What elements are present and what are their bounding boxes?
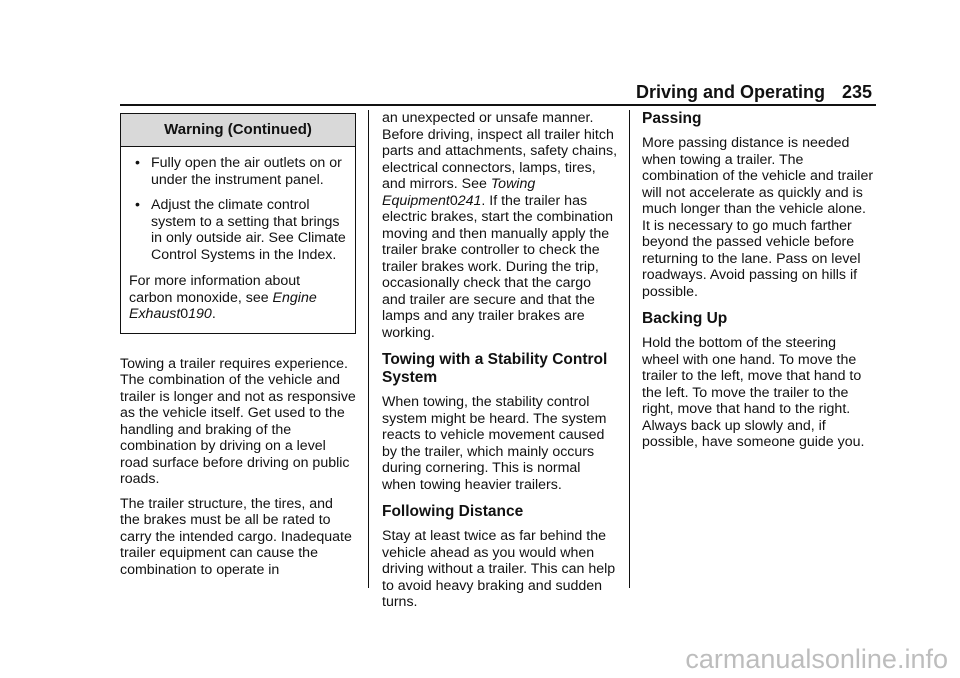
engine-exhaust-link[interactable]: Engine Exhaust (129, 289, 317, 322)
page-ref-icon: 0 (449, 192, 458, 209)
section-title: Driving and Operating (636, 82, 826, 102)
heading-stability-control: Towing with a Stability Control System (382, 351, 608, 386)
warning-bullet-text: Adjust the climate control system to a setting that brings in only outside air. See Climate Control Systems in the Index. (151, 197, 346, 263)
heading-passing: Passing (642, 110, 702, 127)
bullet-dot-icon: • (135, 155, 140, 171)
warning-bullet-text: Fully open the air outlets on or under the instrument panel. (151, 155, 342, 188)
towing-equipment-page-ref[interactable]: 241 (457, 192, 482, 209)
page-ref-icon: 0 (180, 306, 189, 322)
page-number: 235 (842, 82, 873, 102)
warning-footer-end: . (211, 306, 216, 322)
towing-equipment-link[interactable]: Towing Equipment (382, 176, 536, 209)
body-paragraph: More passing distance is needed when towing a trailer. The combination of the vehicle and trailer will not accelerate as quickly and is much longer than the vehicle alone. It is necessary to go much farther beyond the passed vehicle before returning to the lane. Pass on level roadways. Avoid passing on hills if possible. (642, 135, 874, 300)
bullet-dot-icon: • (135, 197, 140, 213)
body-paragraph: The trailer structure, the tires, and the brakes must be all be rated to carry the intended cargo. Inadequate trailer equipment can cause the combination to operate in (120, 495, 352, 578)
body-paragraph: Stay at least twice as far behind the vehicle ahead as you would when driving without a trailer. This can help to avoid heavy braking and sudden turns. (382, 528, 616, 610)
heading-following-distance: Following Distance (382, 503, 524, 520)
body-text: . If the trailer has electric brakes, start the combination moving and then manually apply the trailer brake controller to check the trailer brakes work. During the trip, occasionally check that the cargo and trailer are secure and that the lamps and any trailer brakes are working. (382, 192, 614, 341)
body-text: an unexpected or unsafe manner. Before driving, inspect all trailer hitch parts and attachments, safety chains, electrical connectors, lamps, tires, and mirrors. See (382, 110, 618, 192)
body-paragraph: When towing, the stability control system might be heard. The system reacts to vehicle movement caused by the trailer, which mainly occurs during cornering. This is normal when towing heavier trailers. (382, 394, 607, 493)
body-paragraph: Towing a trailer requires experience. The combination of the vehicle and trailer is longer and not as responsive as the vehicle itself. Get used to the handling and braking of the combination by driving on a level road surface before driving on public roads. (120, 355, 356, 487)
heading-backing-up: Backing Up (642, 310, 728, 327)
engine-exhaust-page-ref[interactable]: 190 (188, 306, 212, 322)
warning-footer-text: For more information about carbon monoxide, see (129, 273, 301, 306)
warning-title: Warning (Continued) (121, 114, 355, 147)
watermark-text: carmanualsonline.info (685, 644, 948, 674)
body-paragraph: Hold the bottom of the steering wheel with one hand. To move the trailer to the left, move that hand to the left. To move the trailer to the right, move that hand to the right. Always back up slowly and, if possible, have someone guide you. (642, 335, 865, 450)
